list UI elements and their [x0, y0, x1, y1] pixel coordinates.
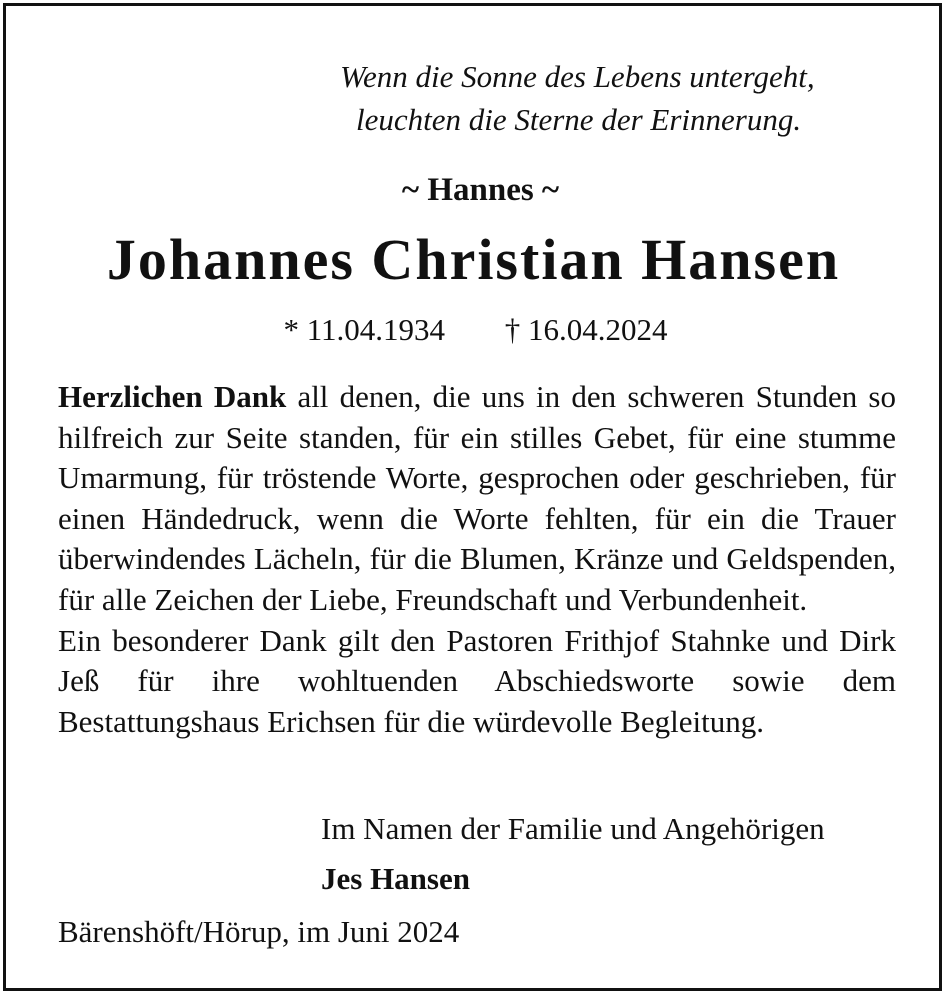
life-dates — [0, 308, 951, 352]
death-date: † 16.04.2024 — [504, 312, 668, 347]
closing-block — [321, 807, 825, 901]
thank-you-paragraph-1 — [58, 377, 896, 621]
signer-name: Jes Hansen — [321, 861, 470, 896]
motto-line-1: Wenn die Sonne des Lebens untergeht, — [340, 59, 815, 94]
motto-line-2: leuchten die Sterne der Erinnerung. — [356, 102, 802, 137]
birth-date: * 11.04.1934 — [283, 312, 446, 347]
place-and-date: Bärenshöft/Hörup, im Juni 2024 — [58, 914, 460, 949]
motto-quote — [340, 55, 900, 141]
nickname: ~ Hannes ~ — [401, 172, 560, 208]
on-behalf-line: Im Namen der Familie und Angehörigen — [321, 811, 825, 846]
thank-you-paragraph-2: Ein besonderer Dank gilt den Pastoren Frithjof Stahnke und Dirk Jeß für ihre wohltuenden Abschiedsworte sowie dem Bestattungshaus Erichsen für die würdevolle Begleitung. — [58, 622, 896, 739]
thank-you-text — [58, 377, 896, 742]
thank-you-lead: Herzlichen Dank — [58, 379, 287, 414]
thank-you-paragraph-1-rest: all denen, die uns in den schweren Stunden so hilfreich zur Seite standen, für ein stilles Gebet, für eine stumme Umarmung, für tröstende Worte, gesprochen oder geschrieben, für einen Händedruck, wenn die Worte fehlten, für ein die Trauer überwindendes Lächeln, für die Blumen, Kränze und Geldspenden, für alle Zeichen der Liebe, Freundschaft und Verbundenheit. — [58, 379, 896, 617]
deceased-full-name: Johannes Christian Hansen — [106, 227, 841, 292]
